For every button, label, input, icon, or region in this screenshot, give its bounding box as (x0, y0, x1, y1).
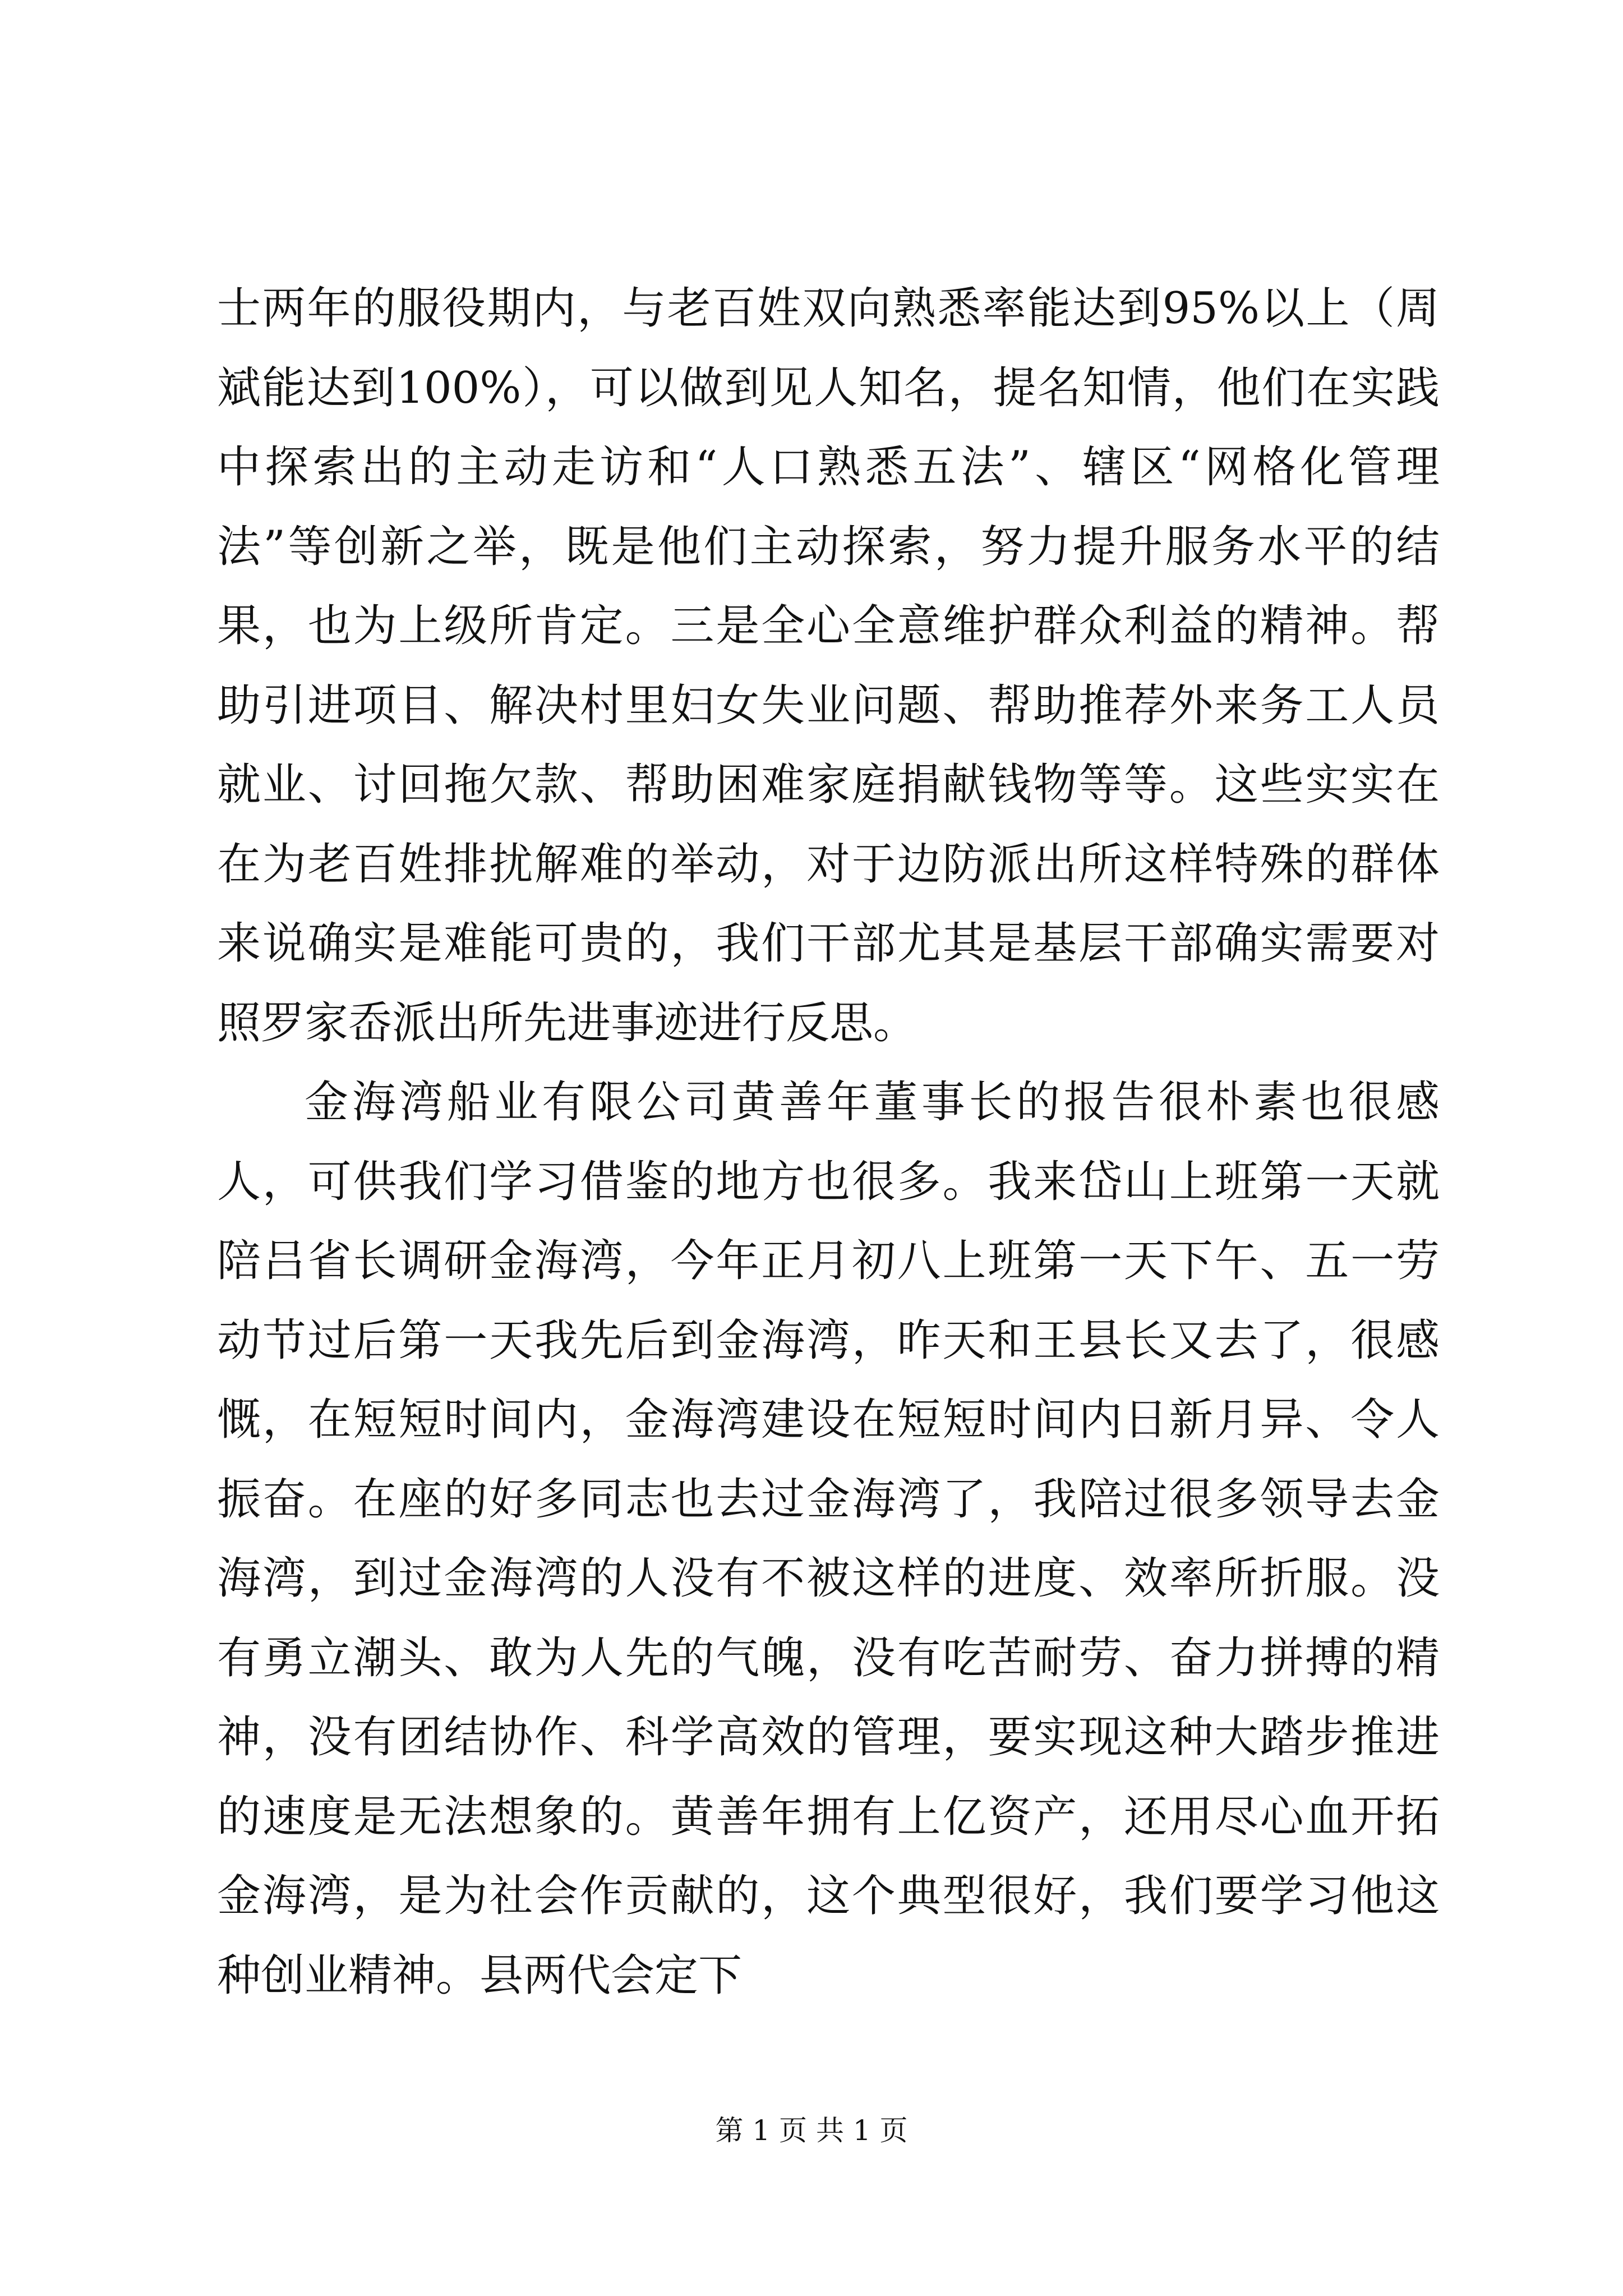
page-footer: 第 1 页 共 1 页 (715, 2114, 908, 2147)
document-body (217, 269, 1440, 2016)
paragraph-1: 士两年的服役期内，与老百姓双向熟悉率能达到95%以上（周斌能达到100%），可以做到见人知名，提名知情，他们在实践中探索出的主动走访和“人口熟悉五法”、辖区“网格化管理法”等创新之举，既是他们主动探索，努力提升服务水平的结果，也为上级所肯定。三是全心全意维护群众利益的精神。帮助引进项目、解决村里妇女失业问题、帮助推荐外来务工人员就业、讨回拖欠款、帮助困难家庭捐献钱物等等。这些实实在在为老百姓排扰解难的举动，对于边防派出所这样特殊的群体来说确实是难能可贵的，我们干部尤其是基层干部确实需要对照罗家岙派出所先进事迹进行反思。 (217, 283, 1440, 1048)
paragraph-2: 金海湾船业有限公司黄善年董事长的报告很朴素也很感人，可供我们学习借鉴的地方也很多。我来岱山上班第一天就陪吕省长调研金海湾，今年正月初八上班第一天下午、五一劳动节过后第一天我先后到金海湾，昨天和王县长又去了，很感慨，在短短时间内，金海湾建设在短短时间内日新月异、令人振奋。在座的好多同志也去过金海湾了，我陪过很多领导去金海湾，到过金海湾的人没有不被这样的进度、效率所折服。没有勇立潮头、敢为人先的气魄，没有吃苦耐劳、奋力拼搏的精神，没有团结协作、科学高效的管理，要实现这种大踏步推进的速度是无法想象的。黄善年拥有上亿资产，还用尽心血开拓金海湾，是为社会作贡献的，这个典型很好，我们要学习他这种创业精神。县两代会定下 (217, 1077, 1440, 2001)
